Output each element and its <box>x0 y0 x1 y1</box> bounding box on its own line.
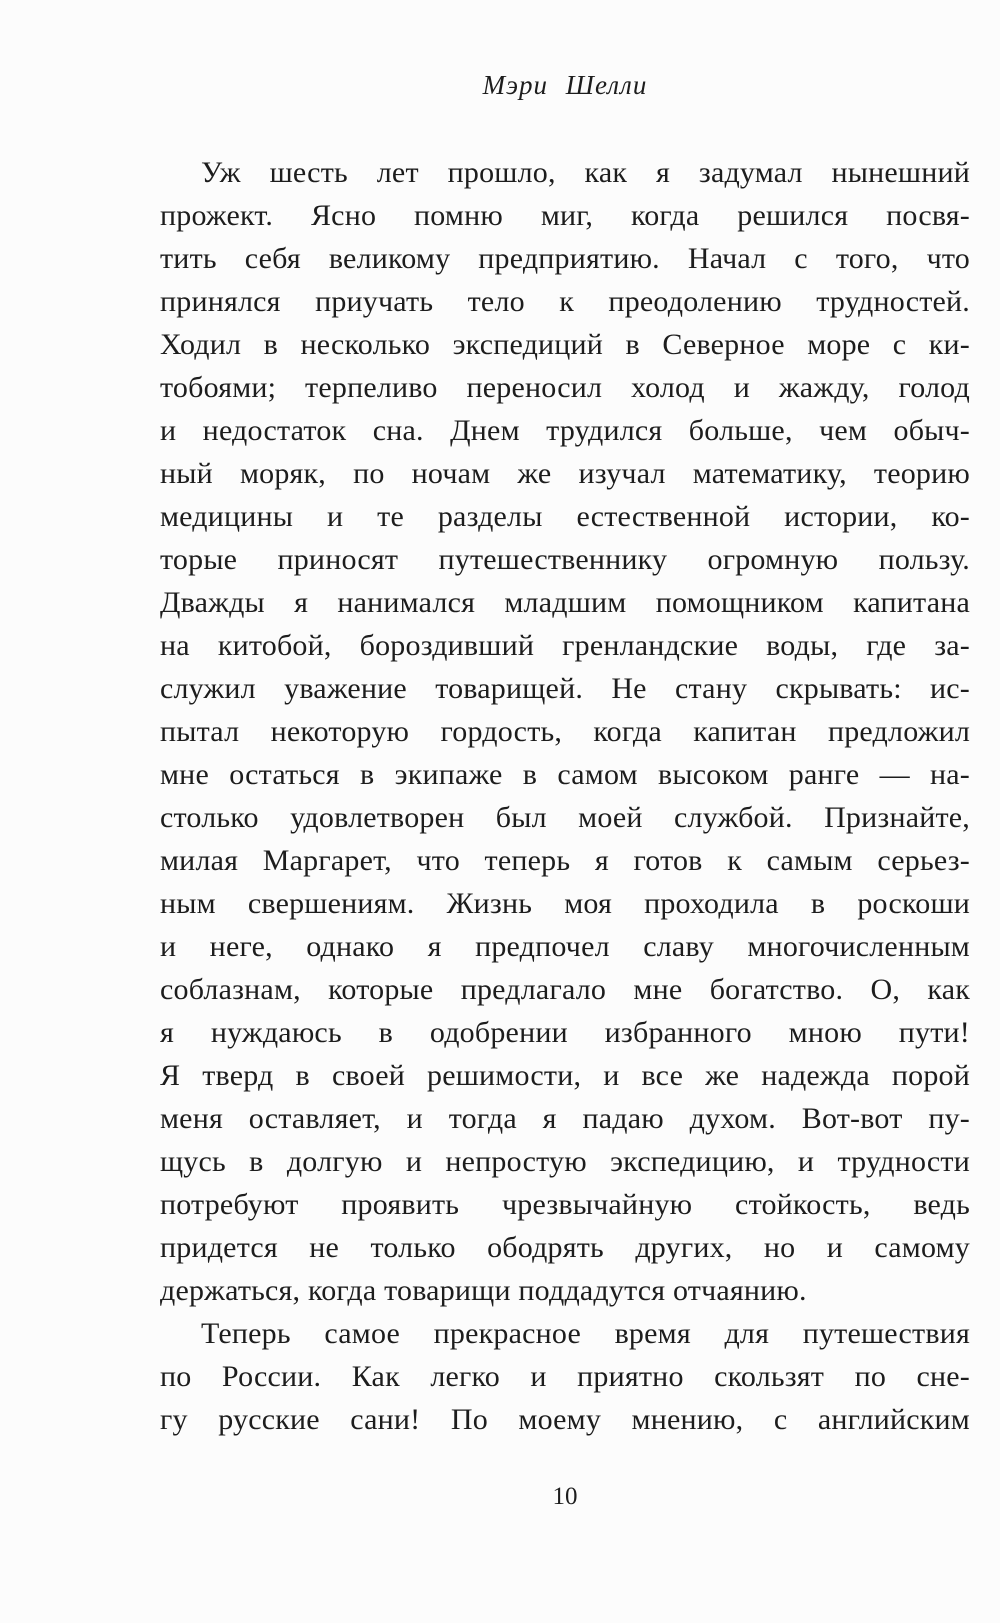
text-line: милая Маргарет, что теперь я готов к самым серьез- <box>160 844 970 877</box>
text-line: столько удовлетворен был моей службой. Признайте, <box>160 801 970 834</box>
page-body <box>160 151 970 1441</box>
text-line: я нуждаюсь в одобрении избранного мною пути! <box>160 1016 970 1049</box>
text-line: меня оставляет, и тогда я падаю духом. Вот-вот пу- <box>160 1102 970 1135</box>
text-line: прожект. Ясно помню миг, когда решился посвя- <box>160 199 970 232</box>
text-line: соблазнам, которые предлагало мне богатство. О, как <box>160 973 970 1006</box>
text-line: Дважды я нанимался младшим помощником капитана <box>160 586 970 619</box>
running-header: Мэри Шелли <box>482 70 648 100</box>
text-line: ным свершениям. Жизнь моя проходила в роскоши <box>160 887 970 920</box>
page-number: 10 <box>552 1483 578 1510</box>
text-line: щусь в долгую и непростую экспедицию, и трудности <box>160 1145 970 1178</box>
text-line: торые приносят путешественнику огромную пользу. <box>160 543 970 576</box>
text-line: принялся приучать тело к преодолению трудностей. <box>160 285 970 318</box>
text-line: пытал некоторую гордость, когда капитан предложил <box>160 715 970 748</box>
text-line: гу русские сани! По моему мнению, с английским <box>160 1403 970 1436</box>
text-line: на китобой, бороздивший гренландские воды, где за- <box>160 629 970 662</box>
text-line: Ходил в несколько экспедиций в Северное море с ки- <box>160 328 970 361</box>
paragraph <box>160 151 970 1312</box>
text-line: по России. Как легко и приятно скользят по сне- <box>160 1360 970 1393</box>
text-line: потребуют проявить чрезвычайную стойкость, ведь <box>160 1188 970 1221</box>
text-line: ный моряк, по ночам же изучал математику, теорию <box>160 457 970 490</box>
paragraph <box>160 1312 970 1441</box>
text-line: медицины и те разделы естественной истории, ко- <box>160 500 970 533</box>
text-line: и неге, однако я предпочел славу многочисленным <box>160 930 970 963</box>
text-line: Теперь самое прекрасное время для путешествия <box>201 1317 970 1350</box>
text-line: и недостаток сна. Днем трудился больше, чем обыч- <box>160 414 970 447</box>
text-line: тить себя великому предприятию. Начал с того, что <box>160 242 970 275</box>
text-line: тобоями; терпеливо переносил холод и жажду, голод <box>160 371 970 404</box>
text-line: держаться, когда товарищи поддадутся отчаянию. <box>160 1274 807 1307</box>
text-line: Уж шесть лет прошло, как я задумал нынешний <box>201 156 970 189</box>
text-line: служил уважение товарищей. Не стану скрывать: ис- <box>160 672 970 705</box>
text-line: мне остаться в экипаже в самом высоком ранге — на- <box>160 758 970 791</box>
text-line: придется не только ободрять других, но и самому <box>160 1231 970 1264</box>
text-line: Я тверд в своей решимости, и все же надежда порой <box>160 1059 970 1092</box>
